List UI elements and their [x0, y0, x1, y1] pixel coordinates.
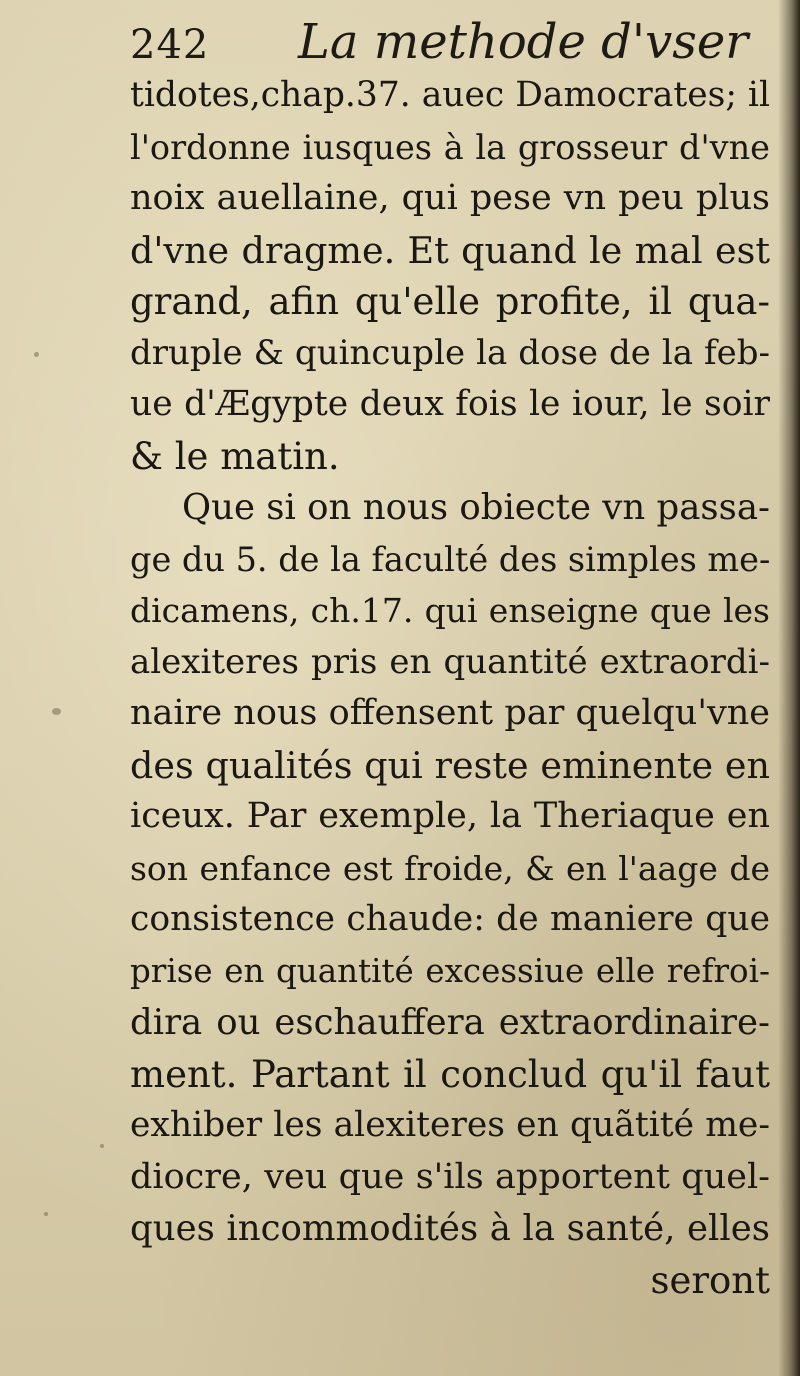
paper-speck: [44, 1212, 48, 1216]
text-line: l'ordonne iusques à la grosseur d'vne: [130, 127, 770, 167]
text-line: & le matin.: [130, 434, 340, 478]
text-line: des qualités qui reste eminente en: [130, 743, 770, 787]
text-line: consistence chaude: de maniere que: [130, 899, 770, 939]
text-line: druple & quincuple la dose de la feb-: [130, 332, 770, 373]
page-header: [130, 14, 770, 74]
text-line: naire nous offensent par quelqu'vne: [130, 693, 770, 733]
body-text: [130, 70, 770, 1306]
paper-speck: [52, 708, 61, 715]
text-line: prise en quantité excessiue elle refroi-: [130, 951, 770, 990]
paper-speck: [100, 1144, 104, 1148]
text-line: diocre, veu que s'ils apportent quel-: [130, 1156, 770, 1197]
text-line: iceux. Par exemple, la Theriaque en: [130, 796, 770, 836]
text-line: dicamens, ch.17. qui enseigne que les: [130, 591, 770, 630]
text-line: ques incommodités à la santé, elles: [130, 1208, 770, 1249]
running-title: La methode d'vser: [298, 14, 749, 70]
text-line: noix auellaine, qui pese vn peu plus: [130, 178, 770, 218]
text-line: d'vne dragme. Et quand le mal est: [130, 228, 770, 272]
text-line: ue d'Ægypte deux fois le iour, le soir: [130, 384, 770, 424]
text-line: exhiber les alexiteres en quãtité me-: [130, 1105, 770, 1145]
binding-gutter: [778, 0, 800, 1376]
text-line: son enfance est froide, & en l'aage de: [130, 848, 770, 888]
text-line: Que si on nous obiecte vn passa-: [182, 487, 770, 528]
text-line: grand, afin qu'elle profite, il qua-: [130, 280, 770, 323]
text-line: ge du 5. de la faculté des simples me-: [130, 539, 771, 579]
text-line: tidotes,chap.37. auec Damocrates; il: [130, 75, 770, 115]
text-line: ment. Partant il conclud qu'il faut: [130, 1052, 770, 1096]
text-line: dira ou eschauffera extraordinaire-: [130, 1002, 770, 1043]
text-line: alexiteres pris en quantité extraordi-: [130, 641, 770, 682]
page-number: 242: [130, 22, 210, 68]
paper-speck: [34, 352, 39, 357]
text-line: seront: [650, 1258, 770, 1302]
